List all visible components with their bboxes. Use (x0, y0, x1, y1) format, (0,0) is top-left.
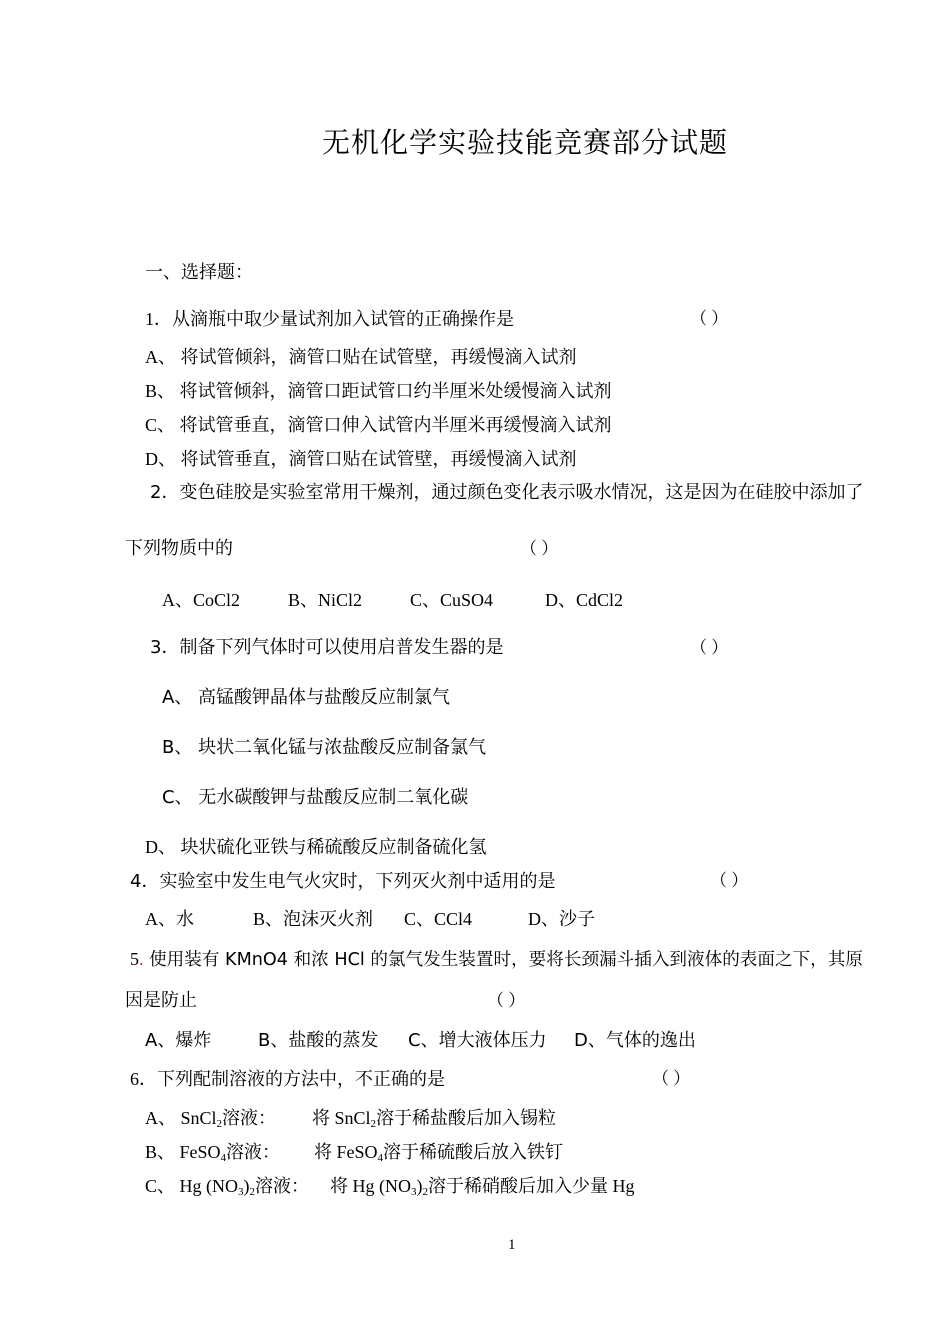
option-b-formula: B、 FeSO (145, 1142, 221, 1162)
option-c-solution-word: 溶液： (255, 1176, 309, 1196)
question-5-stem-text: 使用装有 KMnO4 和浓 HCl 的氯气发生装置时，要将长颈漏斗插入到液体的表面之下，其原 (143, 950, 863, 970)
option-c-desc-subscript-2: 2 (422, 1186, 428, 1198)
section-heading: 一、选择题： (145, 262, 253, 283)
question-1-option-c: C、 将试管垂直，滴管口伸入试管内半厘米再缓慢滴入试剂 (145, 415, 612, 435)
question-6-option-a-label (145, 1107, 276, 1129)
option-c-desc-subscript: 3 (411, 1186, 417, 1198)
question-1-option-b: B、 将试管倾斜，滴管口距试管口约半厘米处缓慢滴入试剂 (145, 381, 612, 401)
question-3-option-a: A、 高锰酸钾晶体与盐酸反应制氯气 (162, 687, 451, 708)
question-5-number: 5 (130, 949, 139, 969)
question-1-stem: 1．从滴瓶中取少量试剂加入试管的正确操作是 (145, 309, 514, 329)
option-c-desc-text: 溶于稀硝酸后加入少量 Hg (428, 1176, 635, 1196)
question-5-answer-paren: （ ） (487, 991, 526, 1010)
question-5-option-c: C、增大液体压力 (408, 1030, 547, 1051)
option-c-formula-paren: ) (243, 1176, 250, 1196)
option-a-formula-subscript: 2 (216, 1118, 223, 1130)
option-c-desc-paren: ) (416, 1176, 423, 1196)
question-2-option-c: C、CuSO4 (410, 590, 494, 610)
option-a-solution-word: 溶液： (222, 1108, 277, 1128)
question-5-option-b: B、盐酸的蒸发 (258, 1030, 379, 1051)
option-c-formula-subscript-2: 2 (249, 1186, 255, 1198)
question-2-option-a: A、CoCl2 (162, 590, 241, 610)
option-c-formula-subscript: 3 (238, 1186, 244, 1198)
page-number: 1 (508, 1237, 516, 1253)
option-a-desc-text: 溶于稀盐酸后加入锡粒 (376, 1108, 557, 1128)
question-4-stem-part-b: 用的是 (501, 871, 556, 891)
option-b-solution-word: 溶液： (226, 1142, 281, 1162)
question-2-option-b: B、NiCl2 (288, 590, 363, 610)
page-title: 无机化学实验技能竞赛部分试题 (322, 126, 729, 159)
question-2-stem-continued: 下列物质中的 (125, 538, 233, 559)
question-2-answer-paren: （ ） (520, 539, 559, 558)
option-b-desc-text: 溶于稀硫酸后放入铁钉 (383, 1142, 564, 1162)
question-1-option-a: A、 将试管倾斜，滴管口贴在试管壁，再缓慢滴入试剂 (145, 347, 577, 367)
question-4-answer-paren: （ ） (710, 871, 749, 890)
question-4-option-a: A、水 (145, 909, 194, 929)
question-3-option-d: D、 块状硫化亚铁与稀硫酸反应制备硫化氢 (145, 837, 487, 857)
question-4-option-b: B、泡沫灭火剂 (253, 909, 374, 929)
question-6-option-b-desc (314, 1141, 563, 1163)
question-6-stem: 6．下列配制溶液的方法中，不正确的是 (130, 1069, 445, 1089)
question-1-option-d: D、 将试管垂直，滴管口贴在试管壁，再缓慢滴入试剂 (145, 449, 577, 469)
question-4-stem-part-a: 4．实验室中发生电气火灾时，下列灭火剂中适 (130, 871, 502, 892)
question-6-option-c-desc (330, 1175, 635, 1197)
question-2-stem: 2．变色硅胶是实验室常用干燥剂，通过颜色变化表示吸水情况，这是因为在硅胶中添加了 (150, 482, 864, 503)
option-a-formula: A、 SnCl (145, 1108, 217, 1128)
question-1-answer-paren: （ ） (690, 309, 729, 328)
question-6-option-b-label (145, 1141, 280, 1163)
option-b-formula-subscript: 4 (220, 1152, 227, 1164)
question-3-stem: 3．制备下列气体时可以使用启普发生器的是 (150, 637, 504, 658)
question-5-number-dot: . (139, 949, 144, 969)
option-c-desc-formula: 将 Hg (NO (330, 1176, 411, 1196)
question-5-stem (130, 948, 863, 971)
option-b-desc-formula: 将 FeSO (314, 1142, 378, 1162)
option-a-desc-formula: 将 SnCl (312, 1108, 371, 1128)
question-6-answer-paren: （ ） (652, 1069, 691, 1088)
question-5-stem-continued: 因是防止 (125, 990, 197, 1011)
question-3-option-b: B、 块状二氧化锰与浓盐酸反应制备氯气 (162, 737, 487, 758)
question-4-option-c: C、CCl4 (404, 909, 473, 929)
option-c-formula: C、 Hg (NO (145, 1176, 238, 1196)
question-6-option-c-label (145, 1175, 309, 1197)
question-3-option-c: C、 无水碳酸钾与盐酸反应制二氧化碳 (162, 787, 469, 808)
question-3-answer-paren: （ ） (690, 638, 729, 657)
question-4-stem (130, 870, 555, 893)
question-4-option-d: D、沙子 (528, 909, 595, 929)
question-6-option-a-desc (312, 1107, 556, 1129)
question-2-option-d: D、CdCl2 (545, 590, 624, 610)
question-5-option-a: A、爆炸 (145, 1030, 212, 1051)
question-5-option-d: D、气体的逸出 (574, 1030, 696, 1051)
option-a-desc-subscript: 2 (370, 1118, 377, 1130)
option-b-desc-subscript: 4 (377, 1152, 384, 1164)
